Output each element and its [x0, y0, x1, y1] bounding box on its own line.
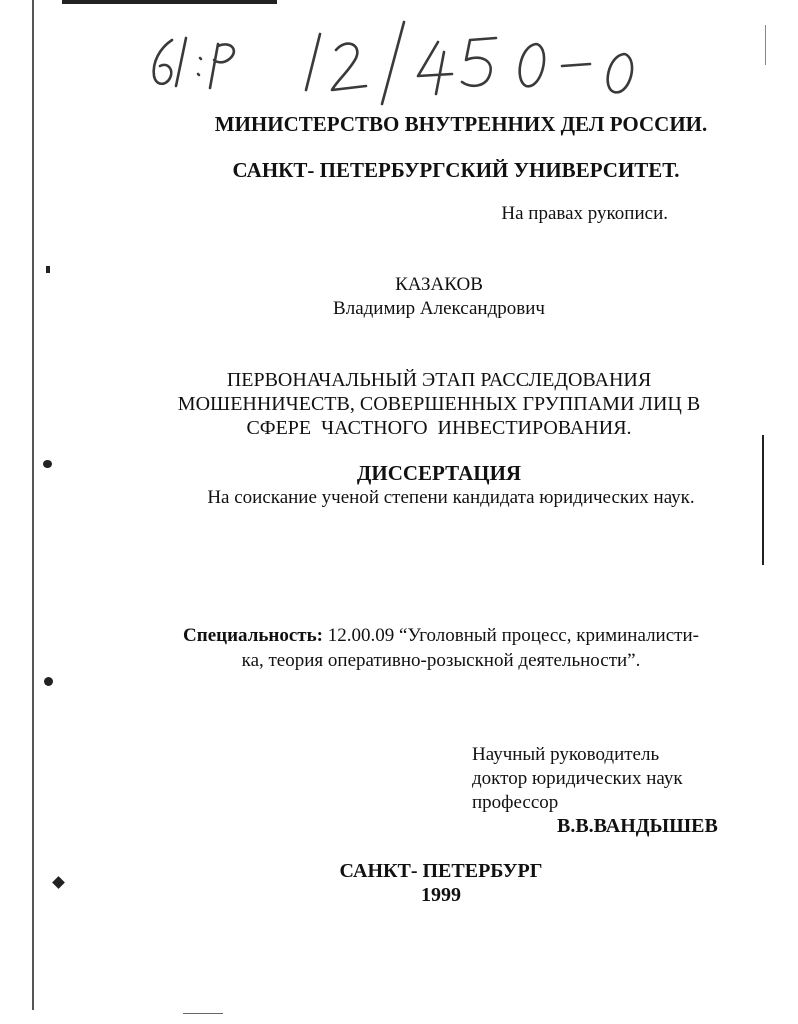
- author-surname: КАЗАКОВ: [395, 274, 483, 295]
- handwritten-archive-code: [0, 0, 798, 110]
- rights-note: На правах рукописи.: [501, 203, 668, 224]
- scan-left-margin-line: [32, 0, 34, 1010]
- supervisor-degree: доктор юридических наук: [472, 768, 683, 789]
- title-line-1: ПЕРВОНАЧАЛЬНЫЙ ЭТАП РАССЛЕДОВАНИЯ: [226, 369, 652, 391]
- title-line-3: СФЕРЕ ЧАСТНОГО ИНВЕСТИРОВАНИЯ.: [246, 417, 632, 439]
- specialty-code: 12.00.09 “Уголовный процесс, криминалисти-: [323, 625, 699, 646]
- scan-dot-3: [44, 677, 53, 686]
- title-line-2: МОШЕННИЧЕСТВ, СОВЕРШЕННЫХ ГРУППАМИ ЛИЦ В: [177, 393, 701, 415]
- specialty-line-2: ка, теория оперативно-розыскной деятельности”.: [241, 650, 641, 671]
- specialty-label: Специальность:: [183, 625, 324, 646]
- scan-dot-1: [46, 266, 50, 273]
- university-heading: САНКТ- ПЕТЕРБУРГСКИЙ УНИВЕРСИТЕТ.: [232, 158, 680, 182]
- city: САНКТ- ПЕТЕРБУРГ: [339, 860, 543, 882]
- scan-bottom-dash: [183, 1013, 223, 1014]
- degree-statement: На соискание ученой степени кандидата юридических наук.: [207, 487, 695, 508]
- supervisor-name: В.В.ВАНДЫШЕВ: [557, 815, 718, 837]
- specialty-line-1: [42, 625, 798, 647]
- supervisor-role: Научный руководитель: [472, 744, 660, 765]
- supervisor-block: [472, 743, 683, 815]
- year: 1999: [421, 884, 461, 906]
- ministry-heading: МИНИСТЕРСТВО ВНУТРЕННИХ ДЕЛ РОССИИ.: [214, 112, 708, 136]
- work-type: ДИССЕРТАЦИЯ: [356, 461, 522, 485]
- author-name: Владимир Александрович: [333, 298, 545, 319]
- supervisor-rank: профессор: [472, 792, 559, 813]
